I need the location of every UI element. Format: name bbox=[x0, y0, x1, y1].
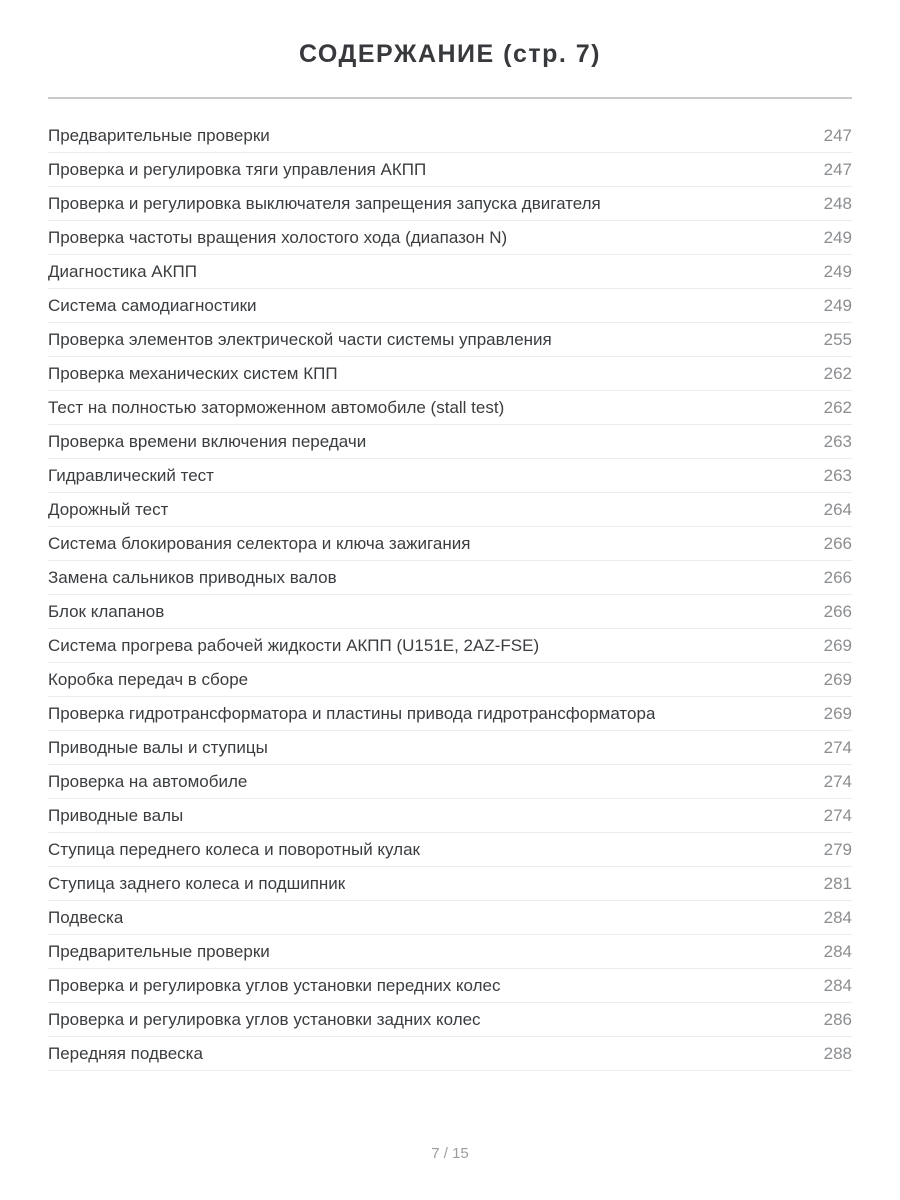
toc-entry-label: Система прогрева рабочей жидкости АКПП (U151E, 2AZ-FSE) bbox=[48, 635, 540, 655]
toc-list bbox=[48, 119, 852, 1071]
toc-entry-label: Подвеска bbox=[48, 907, 124, 927]
toc-entry-page: 288 bbox=[823, 1043, 852, 1063]
toc-entry bbox=[48, 493, 852, 527]
toc-entry bbox=[48, 731, 852, 765]
toc-entry bbox=[48, 901, 852, 935]
toc-entry-page: 262 bbox=[823, 397, 852, 417]
toc-entry-label: Проверка гидротрансформатора и пластины привода гидротрансформатора bbox=[48, 703, 656, 723]
toc-entry bbox=[48, 289, 852, 323]
toc-entry bbox=[48, 867, 852, 901]
toc-entry-label: Проверка на автомобиле bbox=[48, 771, 248, 791]
toc-entry-label: Проверка механических систем КПП bbox=[48, 363, 338, 383]
toc-entry bbox=[48, 527, 852, 561]
toc-entry bbox=[48, 833, 852, 867]
toc-entry-label: Проверка времени включения передачи bbox=[48, 431, 367, 451]
toc-entry-page: 248 bbox=[823, 193, 852, 213]
toc-entry-page: 249 bbox=[823, 295, 852, 315]
toc-entry-label: Приводные валы bbox=[48, 805, 184, 825]
header-divider bbox=[48, 97, 852, 99]
toc-entry-label: Система блокирования селектора и ключа зажигания bbox=[48, 533, 471, 553]
toc-entry bbox=[48, 255, 852, 289]
toc-entry bbox=[48, 629, 852, 663]
toc-entry bbox=[48, 1003, 852, 1037]
toc-entry-page: 249 bbox=[823, 227, 852, 247]
toc-entry bbox=[48, 153, 852, 187]
toc-entry-label: Проверка и регулировка углов установки задних колес bbox=[48, 1009, 481, 1029]
toc-entry-page: 274 bbox=[823, 737, 852, 757]
toc-entry-page: 264 bbox=[823, 499, 852, 519]
toc-entry-label: Гидравлический тест bbox=[48, 465, 214, 485]
toc-entry-page: 263 bbox=[823, 465, 852, 485]
toc-entry bbox=[48, 391, 852, 425]
toc-entry bbox=[48, 323, 852, 357]
toc-entry-page: 269 bbox=[823, 669, 852, 689]
toc-entry-label: Дорожный тест bbox=[48, 499, 169, 519]
toc-entry bbox=[48, 595, 852, 629]
toc-entry-label: Проверка частоты вращения холостого хода (диапазон N) bbox=[48, 227, 508, 247]
toc-entry bbox=[48, 765, 852, 799]
toc-entry-page: 249 bbox=[823, 261, 852, 281]
toc-entry-label: Предварительные проверки bbox=[48, 941, 270, 961]
toc-entry-page: 266 bbox=[823, 533, 852, 553]
toc-entry bbox=[48, 969, 852, 1003]
page-indicator: 7 / 15 bbox=[431, 1145, 469, 1162]
toc-entry-label: Предварительные проверки bbox=[48, 125, 270, 145]
toc-entry bbox=[48, 663, 852, 697]
toc-entry-page: 247 bbox=[823, 125, 852, 145]
toc-entry-page: 262 bbox=[823, 363, 852, 383]
toc-entry bbox=[48, 187, 852, 221]
toc-entry bbox=[48, 357, 852, 391]
toc-entry-label: Блок клапанов bbox=[48, 601, 165, 621]
toc-entry bbox=[48, 221, 852, 255]
toc-entry-label: Диагностика АКПП bbox=[48, 261, 197, 281]
toc-entry-page: 274 bbox=[823, 771, 852, 791]
toc-entry-page: 255 bbox=[823, 329, 852, 349]
toc-entry-label: Ступица заднего колеса и подшипник bbox=[48, 873, 346, 893]
toc-entry-page: 263 bbox=[823, 431, 852, 451]
toc-entry bbox=[48, 1037, 852, 1071]
toc-entry bbox=[48, 935, 852, 969]
toc-entry-label: Коробка передач в сборе bbox=[48, 669, 249, 689]
toc-entry-label: Проверка и регулировка тяги управления АКПП bbox=[48, 159, 427, 179]
toc-entry bbox=[48, 561, 852, 595]
toc-entry bbox=[48, 697, 852, 731]
toc-entry bbox=[48, 799, 852, 833]
toc-entry-page: 284 bbox=[823, 975, 852, 995]
toc-entry bbox=[48, 425, 852, 459]
toc-entry-label: Приводные валы и ступицы bbox=[48, 737, 268, 757]
toc-entry-label: Замена сальников приводных валов bbox=[48, 567, 337, 587]
toc-entry-page: 247 bbox=[823, 159, 852, 179]
toc-entry-label: Система самодиагностики bbox=[48, 295, 257, 315]
toc-entry-page: 279 bbox=[823, 839, 852, 859]
toc-entry-label: Тест на полностью заторможенном автомобиле (stall test) bbox=[48, 397, 505, 417]
toc-entry-page: 274 bbox=[823, 805, 852, 825]
toc-entry-page: 284 bbox=[823, 907, 852, 927]
toc-entry-label: Передняя подвеска bbox=[48, 1043, 203, 1063]
toc-entry bbox=[48, 119, 852, 153]
page-title: СОДЕРЖАНИЕ (стр. 7) bbox=[298, 40, 602, 68]
toc-entry-page: 269 bbox=[823, 703, 852, 723]
toc-entry-page: 269 bbox=[823, 635, 852, 655]
toc-entry-page: 266 bbox=[823, 567, 852, 587]
toc-entry-label: Проверка элементов электрической части системы управления bbox=[48, 329, 552, 349]
toc-entry-page: 284 bbox=[823, 941, 852, 961]
toc-entry-label: Проверка и регулировка выключателя запрещения запуска двигателя bbox=[48, 193, 601, 213]
toc-entry-label: Проверка и регулировка углов установки передних колес bbox=[48, 975, 501, 995]
toc-entry-label: Ступица переднего колеса и поворотный кулак bbox=[48, 839, 420, 859]
toc-entry-page: 266 bbox=[823, 601, 852, 621]
toc-entry-page: 286 bbox=[823, 1009, 852, 1029]
toc-entry bbox=[48, 459, 852, 493]
toc-entry-page: 281 bbox=[823, 873, 852, 893]
